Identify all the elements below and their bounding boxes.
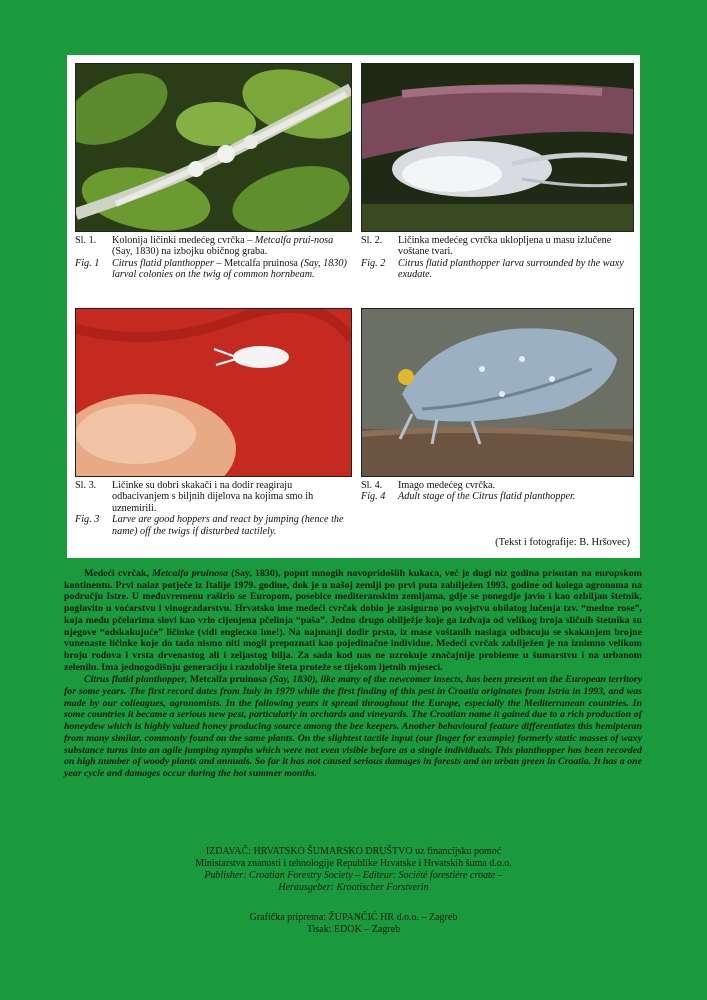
- graphic-design-line: Grafička priprema: ŽUPANČIĆ HR d.o.o. – Zagreb: [249, 912, 458, 923]
- figure-1-label-hr: Sl. 1.: [75, 235, 97, 246]
- figure-4-label-hr: Sl. 4.: [361, 480, 383, 491]
- figure-3-label-en: Fig. 3: [75, 514, 100, 526]
- photo-larva-in-wax: [361, 63, 634, 232]
- article-paragraph-hr: Medeći cvrčak, Metcalfa pruinosa (Say, 1830), poput mnogih novopridošlih kukaca, već je dugi niz godina prisutan na europskom kontinentu. Prvi nalaz potječe iz Italije 1979. godine, dok je u našoj zemlji po prvi puta zabilježen 1993. godine od kolega agronoma na području Istre. U međuvremenu raširio se Europom, posebice mediteranskim zemljama, gdje se ponegdje javio i kao ozbiljan štetnik, poglavito u voćarstvu i vinogradarstvu. Hrvatsko ime medeći cvrčak dobio je zasigurno po svojstvu obilatog lučenja tzv. “medne rose”, koja među pčelarima slovi kao vrlo cijenjena pčelinja “paša”. Jedno drugo obilježje koje ga izdvaja od velikog broja sličnih štetnika su njegove “odskakujuće” ličinke (vidi engleско ime!). Na najmanji dodir prsta, iz mase voštanih naslaga odbacuju se skakanjem brojne vunenaste ličinke koje do tada nismo niti mogli prepoznati kao pojedinačne individue. Medeći cvrčak zabilježen je na iznimno velikom broju rodova i vrsta drvenastog ali i zeljastog bilja. Za sada kod nas ne uzrokuje značajnije probleme u šumarstvu i na urbanom zelenilu. Ima jednogodišnju generaciju i razdoblje šteta proteže se tijekom ljetnih mjeseci.: [64, 568, 642, 673]
- photo-larval-colonies: [75, 63, 352, 232]
- publisher-german-line: Herausgeber: Kroatischer Forstverin: [278, 882, 429, 893]
- article-body: [64, 568, 642, 780]
- photo-larva-on-finger: [75, 308, 352, 477]
- publisher-translation-line: Publisher: Croatian Forestry Society – Editeur: Société forestière croate –: [204, 870, 503, 881]
- print-line: Tisak: EDOK – Zagreb: [306, 924, 401, 935]
- figure-1-caption: Sl. 1. Kolonija ličinki medećeg cvrčka – Metcalfa prui-nosa (Say, 1830) na izbojku običnog graba. Fig. 1 Citrus flatid planthopper – Metcalfa pruinosa (Say, 1830) larval colonies on the twig of common hornbeam.: [75, 235, 347, 281]
- figure-1-label-en: Fig. 1: [75, 257, 100, 269]
- photo-adult-planthopper: [361, 308, 634, 477]
- publisher-ministry-line: Ministarstva znanosti i tehnologije Republike Hrvatske i Hrvatskih šuma d.o.o.: [195, 858, 512, 869]
- figure-4-caption: Sl. 4. Imago medećeg cvrčka. Fig. 4 Adult stage of the Citrus flatid planthopper.: [361, 480, 576, 503]
- publisher-line: IZDAVAČ: HRVATSKO ŠUMARSKO DRUŠTVO uz financijsku pomoć: [205, 846, 502, 857]
- figure-2-label-en: Fig. 2: [361, 257, 386, 269]
- figure-4-label-en: Fig. 4: [361, 491, 386, 503]
- publisher-block: [0, 846, 707, 894]
- print-info-block: [0, 912, 707, 936]
- figure-2-caption: Sl. 2. Ličinka medećeg cvrčka uklopljena u masu izlučene voštane tvari. Fig. 2 Citrus flatid planthopper larva surrounded by the waxy exudate.: [361, 235, 624, 281]
- figure-3-caption: Sl. 3. Ličinke su dobri skakači i na dodir reagiraju odbacivanjem s biljnih dijelova na kojima smo ih uznemirili. Fig. 3 Larve are good hoppers and react by jumping (hence the name) off the twigs if disturbed tactilely.: [75, 480, 344, 537]
- figure-3-label-hr: Sl. 3.: [75, 480, 97, 491]
- article-paragraph-en: Citrus flatid planthopper, Metcalfa pruinosa (Say, 1830), like many of the newcomer insects, has been present on the European territory for some years. The first record dates from Italy in 1979 while the first finding of this pest in Croatia originates from Istria in 1993, and was made by our colleagues, agronomists. In the following years it spread throughout the Europe, especially the Mediterranean countries. In some countries it became a serious new pest, particularly in orchards and vineyards. The Croatian name it gained due to a rich production of honeydew which is highly valued honey producing source among the bee keepers. Another behavioural feature differentiates this hemipteran from many similar, commonly found on the same plants. On the slightest tactile input (our finger for example) formerly static masses of waxy substance turns into an agile jumping nymphs which were not even visible before as a single individuals. This planthopper has been recorded on high number of woody plants and annuals. So far it has not caused serious damages in forests and on urban green in Croatia. It has a one year cycle and damages occur during the hot summer months.: [64, 674, 642, 779]
- figure-panel: [67, 55, 640, 558]
- photo-credit: (Tekst i fotografije: B. Hršovec): [495, 537, 630, 548]
- figure-2-label-hr: Sl. 2.: [361, 235, 383, 246]
